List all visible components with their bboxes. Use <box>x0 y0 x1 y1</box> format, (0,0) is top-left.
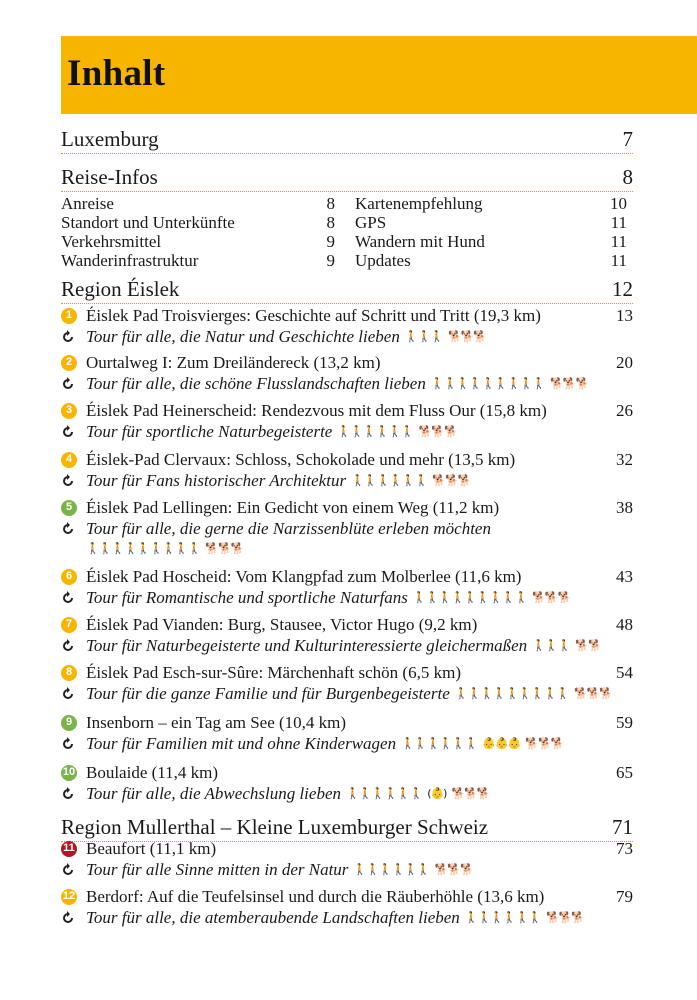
tour-page: 73 <box>616 839 633 858</box>
tour-subtitle: Tour für Familien mit und ohne Kinderwagen <box>86 734 397 753</box>
tour-item-9[interactable] <box>61 712 633 754</box>
hiker-icon: 🚶🚶🚶 <box>532 639 571 652</box>
tour-title: Insenborn – ein Tag am See (10,4 km) <box>86 713 347 732</box>
reise-infos-right <box>355 194 627 270</box>
hiker-icon: 🚶🚶🚶🚶🚶🚶🚶🚶🚶 <box>412 591 528 604</box>
list-item[interactable]: GPS 11 <box>355 213 627 232</box>
circular-arrow-icon <box>61 377 77 391</box>
circular-arrow-icon <box>61 863 77 877</box>
reise-infos-left <box>61 194 335 270</box>
section-page: 12 <box>612 277 633 301</box>
tour-page: 43 <box>616 567 633 586</box>
tour-subtitle: Tour für die ganze Familie und für Burgenbegeisterte <box>86 684 450 703</box>
circular-arrow-icon <box>61 911 77 925</box>
section-eislek[interactable] <box>61 276 633 304</box>
hiker-icon: 🚶🚶🚶🚶🚶🚶 <box>346 787 423 800</box>
section-title: Luxemburg <box>61 127 159 151</box>
circular-arrow-icon <box>61 687 77 701</box>
tour-subtitle: Tour für sportliche Naturbegeisterte <box>86 422 333 441</box>
list-item[interactable]: Verkehrsmittel 9 <box>61 232 335 251</box>
reise-infos-list <box>61 194 633 270</box>
tour-item-1[interactable] <box>61 305 633 347</box>
tour-number-badge: 2 <box>61 355 77 371</box>
hiker-icon: 🚶🚶🚶🚶🚶🚶🚶🚶🚶 <box>454 687 570 700</box>
tour-item-3[interactable] <box>61 400 633 442</box>
circular-arrow-icon <box>61 474 77 488</box>
tour-item-2[interactable] <box>61 352 633 394</box>
circular-arrow-icon <box>61 591 77 605</box>
list-item[interactable]: Wandern mit Hund 11 <box>355 232 627 251</box>
tour-page: 38 <box>616 498 633 517</box>
hiker-icon: 🚶🚶🚶🚶🚶🚶🚶🚶🚶 <box>86 542 201 555</box>
tour-title: Éislek-Pad Clervaux: Schloss, Schokolade und mehr (13,5 km) <box>86 450 516 469</box>
tour-page: 20 <box>616 353 633 372</box>
circular-arrow-icon <box>61 787 77 801</box>
list-item[interactable]: Updates 11 <box>355 251 627 270</box>
dog-icon: 🐕🐕🐕 <box>532 591 571 604</box>
tour-number-badge: 12 <box>61 889 77 905</box>
hiker-icon: 🚶🚶🚶🚶🚶🚶 <box>353 863 430 876</box>
dog-icon: 🐕🐕🐕 <box>451 787 490 800</box>
tour-number-badge: 10 <box>61 765 77 781</box>
hiker-icon: 🚶🚶🚶🚶🚶🚶🚶🚶🚶 <box>430 377 546 390</box>
tour-item-6[interactable] <box>61 566 633 608</box>
hiker-icon: 🚶🚶🚶🚶🚶🚶 <box>351 474 428 487</box>
dog-icon: 🐕🐕🐕 <box>546 911 585 924</box>
tour-item-7[interactable] <box>61 614 633 656</box>
list-item[interactable]: Standort und Unterkünfte 8 <box>61 213 335 232</box>
tour-page: 13 <box>616 306 633 325</box>
tour-subtitle: Tour für alle, die schöne Flusslandschaften lieben <box>86 374 426 393</box>
tour-number-badge: 8 <box>61 665 77 681</box>
list-item[interactable]: Kartenempfehlung 10 <box>355 194 627 213</box>
tour-title: Éislek Pad Hoscheid: Vom Klangpfad zum Molberlee (11,6 km) <box>86 567 522 586</box>
list-item[interactable]: Wanderinfrastruktur 9 <box>61 251 335 270</box>
section-page: 8 <box>622 165 633 189</box>
circular-arrow-icon <box>61 330 77 344</box>
tour-title: Boulaide (11,4 km) <box>86 763 219 782</box>
tour-title: Éislek Pad Troisvierges: Geschichte auf Schritt und Tritt (19,3 km) <box>86 306 541 325</box>
tour-number-badge: 7 <box>61 617 77 633</box>
tour-title: Éislek Pad Heinerscheid: Rendezvous mit dem Fluss Our (15,8 km) <box>86 401 547 420</box>
circular-arrow-icon <box>61 522 77 536</box>
tour-page: 26 <box>616 401 633 420</box>
tour-page: 48 <box>616 615 633 634</box>
header-bar <box>61 36 697 114</box>
circular-arrow-icon <box>61 737 77 751</box>
stroller-icon: (👶) <box>427 787 447 800</box>
tour-title: Ourtalweg I: Zum Dreiländereck (13,2 km) <box>86 353 381 372</box>
circular-arrow-icon <box>61 425 77 439</box>
page-title: Inhalt <box>67 53 166 94</box>
list-item[interactable]: Anreise 8 <box>61 194 335 213</box>
tour-item-4[interactable] <box>61 449 633 491</box>
tour-item-10[interactable] <box>61 762 633 804</box>
section-title: Region Éislek <box>61 277 180 301</box>
tour-page: 79 <box>616 887 633 906</box>
dog-icon: 🐕🐕🐕 <box>447 330 487 343</box>
section-luxemburg[interactable] <box>61 126 633 154</box>
tour-number-badge: 6 <box>61 569 77 585</box>
tour-number-badge: 9 <box>61 715 77 731</box>
section-page: 71 <box>612 815 633 839</box>
section-title: Reise-Infos <box>61 165 158 189</box>
tour-title: Éislek Pad Esch-sur-Sûre: Märchenhaft schön (6,5 km) <box>86 663 461 682</box>
dog-icon: 🐕🐕🐕 <box>525 737 564 750</box>
hiker-icon: 🚶🚶🚶 <box>404 330 443 343</box>
hiker-icon: 🚶🚶🚶🚶🚶🚶 <box>464 911 541 924</box>
tour-subtitle: Tour für Naturbegeisterte und Kulturinteressierte gleichermaßen <box>86 636 528 655</box>
tour-item-12[interactable] <box>61 886 633 928</box>
dog-icon: 🐕🐕🐕 <box>550 377 589 390</box>
section-page: 7 <box>622 127 633 151</box>
tour-number-badge: 4 <box>61 452 77 468</box>
tour-number-badge: 3 <box>61 403 77 419</box>
section-reise-infos[interactable] <box>61 164 633 192</box>
dog-icon: 🐕🐕🐕 <box>418 425 457 438</box>
tour-subtitle: Tour für alle, die Natur und Geschichte lieben <box>86 327 400 346</box>
tour-number-badge: 11 <box>61 841 77 857</box>
tour-subtitle: Tour für alle, die gerne die Narzissenblüte erleben möchten <box>86 519 491 538</box>
dog-icon: 🐕🐕🐕 <box>432 474 471 487</box>
tour-subtitle: Tour für alle, die atemberaubende Landschaften lieben <box>86 908 460 927</box>
tour-subtitle: Tour für Fans historischer Architektur <box>86 471 347 490</box>
circular-arrow-icon <box>61 639 77 653</box>
tour-title: Éislek Pad Lellingen: Ein Gedicht von einem Weg (11,2 km) <box>86 498 500 517</box>
tour-page: 65 <box>616 763 633 782</box>
tour-item-11[interactable] <box>61 838 633 880</box>
tour-number-badge: 1 <box>61 308 77 324</box>
toc-main <box>61 126 633 304</box>
tour-page: 54 <box>616 663 633 682</box>
tour-page: 32 <box>616 450 633 469</box>
tour-subtitle: Tour für Romantische und sportliche Naturfans <box>86 588 408 607</box>
hiker-icon: 🚶🚶🚶🚶🚶🚶 <box>401 737 478 750</box>
tour-title: Éislek Pad Vianden: Burg, Stausee, Victor Hugo (9,2 km) <box>86 615 478 634</box>
hiker-icon: 🚶🚶🚶🚶🚶🚶 <box>337 425 414 438</box>
dog-icon: 🐕🐕🐕 <box>574 687 613 700</box>
dog-icon: 🐕🐕 <box>575 639 601 652</box>
tour-page: 59 <box>616 713 633 732</box>
tour-subtitle: Tour für alle, die Abwechslung lieben <box>86 784 341 803</box>
tour-number-badge: 5 <box>61 500 77 516</box>
dog-icon: 🐕🐕🐕 <box>434 863 473 876</box>
dog-icon: 🐕🐕🐕 <box>205 542 244 555</box>
tour-subtitle: Tour für alle Sinne mitten in der Natur <box>86 860 349 879</box>
stroller-icon: 👶👶👶 <box>482 737 521 750</box>
tour-item-8[interactable] <box>61 662 633 704</box>
section-title: Region Mullerthal – Kleine Luxemburger Schweiz <box>61 815 489 839</box>
tour-item-5[interactable] <box>61 497 633 559</box>
tour-title: Berdorf: Auf die Teufelsinsel und durch die Räuberhöhle (13,6 km) <box>86 887 545 906</box>
tour-title: Beaufort (11,1 km) <box>86 839 217 858</box>
